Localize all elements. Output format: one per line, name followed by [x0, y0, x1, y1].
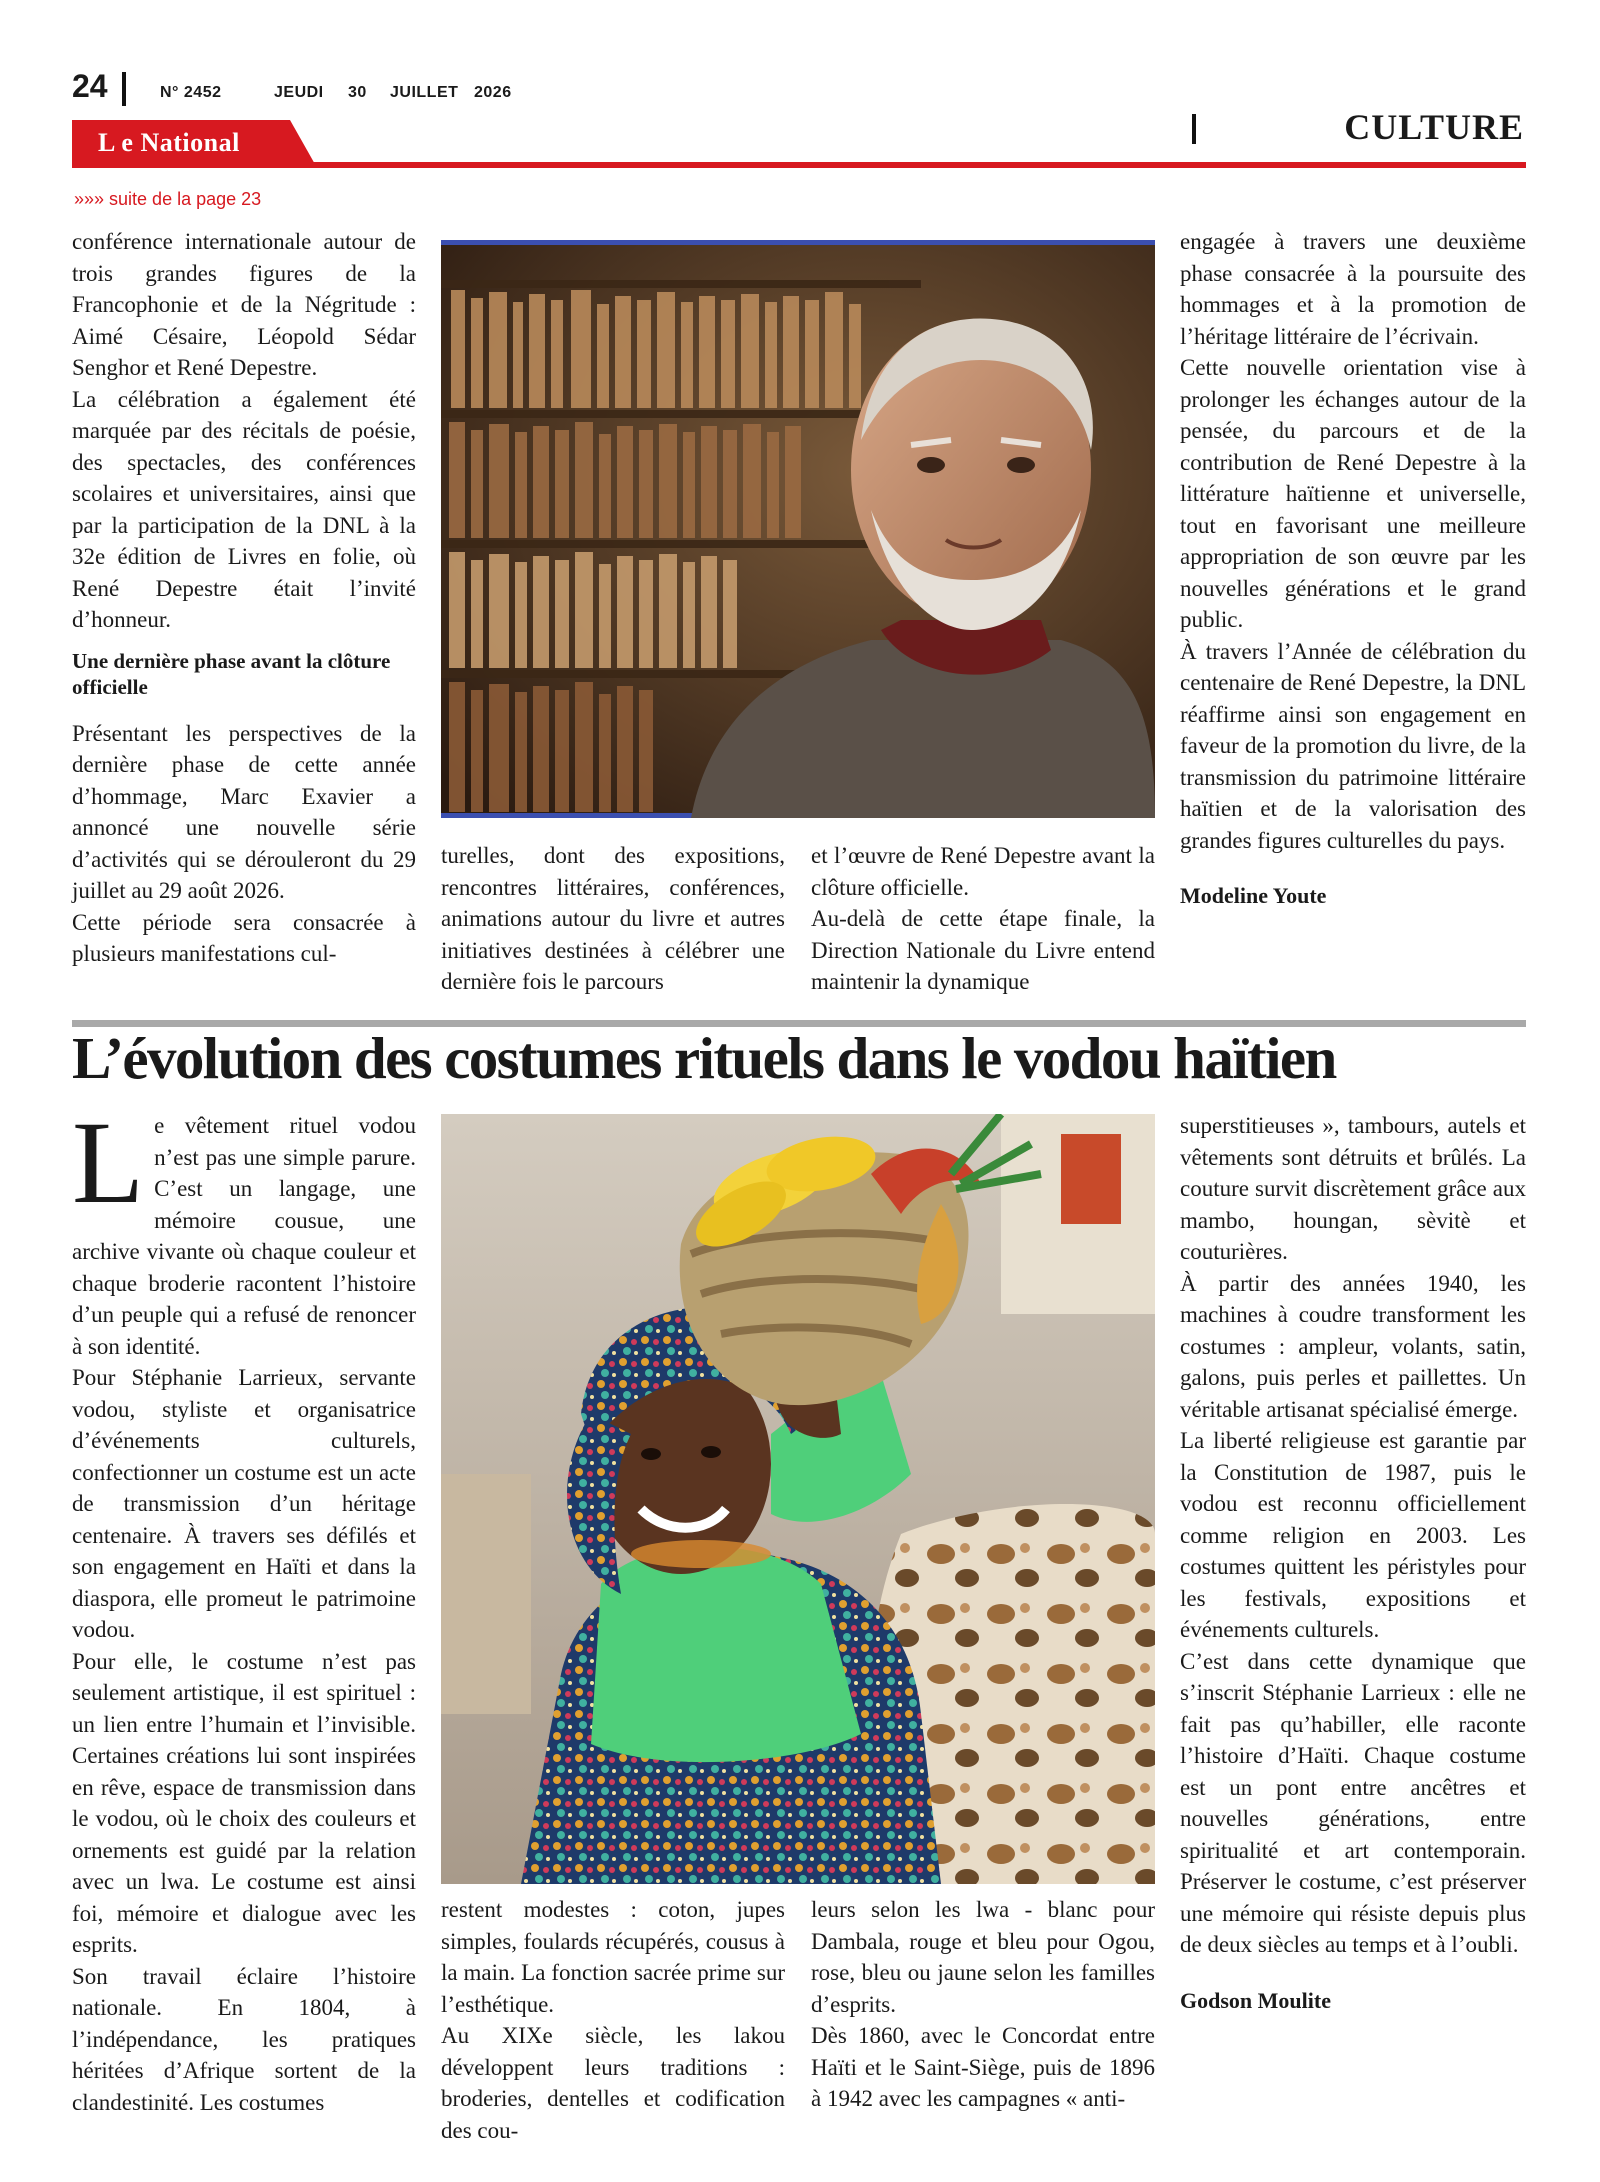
issue-number: N° 2452 — [160, 84, 222, 101]
article1-paragraph: et l’œuvre de René Depestre avant la clôture officielle. — [811, 843, 1155, 900]
issue-month: JUILLET — [390, 84, 459, 101]
article2-headline: L’évolution des costumes rituels dans le vodou haïtien — [72, 1025, 1336, 1091]
article2-paragraph: restent modestes : coton, jupes simples, foulards récupérés, cousus à la main. La fonction sacrée prime sur l’esthétique. — [441, 1897, 785, 2017]
continued-from: »»» suite de la page 23 — [74, 189, 262, 209]
page-number: 24 — [72, 68, 108, 104]
article1-paragraph: turelles, dont des expositions, rencontres littéraires, conférences, animations autour du livre et autres initiatives destinées à célébrer une dernière fois le parcours — [441, 843, 785, 994]
dropcap-letter: L — [72, 1097, 145, 1228]
issue-day: JEUDI — [274, 84, 324, 101]
article2-paragraph: La liberté religieuse est garantie par la Constitution de 1987, puis le vodou est reconnu officiellement comme religion en 2003. Les costumes quittent les péristyles pour les festivals, expositions et événements culturels. — [1180, 1428, 1526, 1642]
header-divider — [122, 72, 126, 106]
header-rule — [72, 162, 1526, 168]
article1-paragraph: engagée à travers une deuxième phase consacrée à la poursuite des hommages et à la promotion de l’héritage littéraire de l’écrivain. — [1180, 229, 1526, 349]
article1-paragraph: Cette période sera consacrée à plusieurs manifestations cul- — [72, 909, 416, 966]
article1-paragraph: Cette nouvelle orientation vise à prolonger les échanges autour de la pensée, du parcours et de la contribution de René Depestre à la littérature haïtienne et universelle, tout en favorisant une meilleure appropriation de son œuvre par les nouvelles générations et le grand public. — [1180, 355, 1526, 632]
article2-paragraph: Pour elle, le costume n’est pas seulement artistique, il est spirituel : un lien entre l’humain et l’invisible. Certaines créations lui sont inspirées en rêve, espace de transmission dans le vodou, où le choix des couleurs et ornements est guidé par la relation avec un lwa. Le costume est ainsi foi, mémoire et dialogue avec les esprits. — [72, 1648, 416, 1957]
article1-paragraph: conférence internationale autour de trois grandes figures de la Francophonie et de la Négritude : Aimé Césaire, Léopold Sédar Senghor et René Depestre. — [72, 229, 416, 380]
article2-paragraph: Au XIXe siècle, les lakou développent leurs traditions : broderies, dentelles et codification des cou- — [441, 2023, 785, 2143]
article2-author: Godson Moulite — [1180, 1987, 1331, 2013]
writer-portrait-photo — [441, 240, 1155, 818]
article2-column-1 — [72, 1097, 416, 2118]
article2-paragraph: À partir des années 1940, les machines à coudre transforment les costumes : ampleur, volants, satin, galons, puis perles et paillettes. Un véritable artisanat spécialisé émerge. — [1180, 1270, 1526, 1422]
article2-paragraph: leurs selon les lwa - blanc pour Dambala, rouge et bleu pour Ogou, rose, bleu ou jaune selon les familles d’esprits. — [811, 1897, 1155, 2017]
article2-column-4 — [1180, 1110, 1526, 2016]
article1-paragraph: Présentant les perspectives de la dernière phase de cette année d’hommage, Marc Exavier a annoncé une nouvelle série d’activités qui se dérouleront du 29 juillet au 29 août 2026. — [72, 720, 416, 903]
issue-date-day: 30 — [348, 84, 367, 101]
article2-paragraph: Pour Stéphanie Larrieux, servante vodou, styliste et organisatrice d’événements culturels, confectionner un costume est un acte de transmission d’un héritage centenaire. À travers ses défilés et son engagement en Haïti et dans la diaspora, elle promeut le patrimoine vodou. — [72, 1365, 416, 1642]
article2-paragraph: e vêtement rituel vodou n’est pas une simple parure. C’est un langage, une mémoire cousue, une archive vivante où chaque couleur et chaque broderie racontent l’histoire d’un peuple qui a refusé de renoncer à son identité. — [72, 1113, 416, 1359]
article1-paragraph: Au-delà de cette étape finale, la Direction Nationale du Livre entend maintenir la dynamique — [811, 906, 1155, 994]
article1-author: Modeline Youte — [1180, 883, 1327, 908]
article1-column-3 — [811, 840, 1155, 998]
article2-paragraph: superstitieuses », tambours, autels et vêtements sont détruits et brûlés. La couture survit discrètement grâce aux mambo, houngan, sèvitè et couturières. — [1180, 1113, 1526, 1264]
article2-column-3 — [811, 1894, 1155, 2115]
article1-column-2 — [441, 840, 785, 998]
section-title: CULTURE — [1344, 107, 1524, 147]
section-divider — [1192, 114, 1196, 144]
issue-year: 2026 — [474, 84, 512, 101]
article1-paragraph: La célébration a également été marquée par des récitals de poésie, des spectacles, des conférences scolaires et universitaires, ainsi que par la participation de la DNL à la 32e édition de Livres en folie, où René Depestre était l’invité d’honneur. — [72, 386, 416, 632]
article2-paragraph: Son travail éclaire l’histoire nationale. En 1804, à l’indépendance, les pratiques héritées d’Afrique sortent de la clandestinité. Les costumes — [72, 1963, 416, 2115]
article2-column-2 — [441, 1894, 785, 2146]
costume-photo — [441, 1114, 1155, 1884]
article2-paragraph: C’est dans cette dynamique que s’inscrit Stéphanie Larrieux : elle ne fait pas qu’habiller, elle raconte l’histoire d’Haïti. Chaque costume est un pont entre ancêtres et nouvelles générations, entre spiritualité et art contemporain. Préserver le costume, c’est préserver une mémoire qui résiste depuis plus de deux siècles au temps et à l’oubli. — [1180, 1648, 1526, 1957]
article1-column-1 — [72, 226, 416, 970]
publication-name: L e National — [98, 128, 240, 157]
article1-column-4 — [1180, 226, 1526, 912]
article1-paragraph: À travers l’Année de célébration du centenaire de René Depestre, la DNL réaffirme ainsi son engagement en faveur de la promotion du livre, de la transmission du patrimoine littéraire haïtien et de la valorisation des grandes figures culturelles du pays. — [1180, 638, 1526, 853]
article1-subhead: Une dernière phase avant la clôture officielle — [72, 648, 391, 699]
article2-paragraph: Dès 1860, avec le Concordat entre Haïti et le Saint-Siège, puis de 1896 à 1942 avec les campagnes « anti- — [811, 2023, 1155, 2111]
